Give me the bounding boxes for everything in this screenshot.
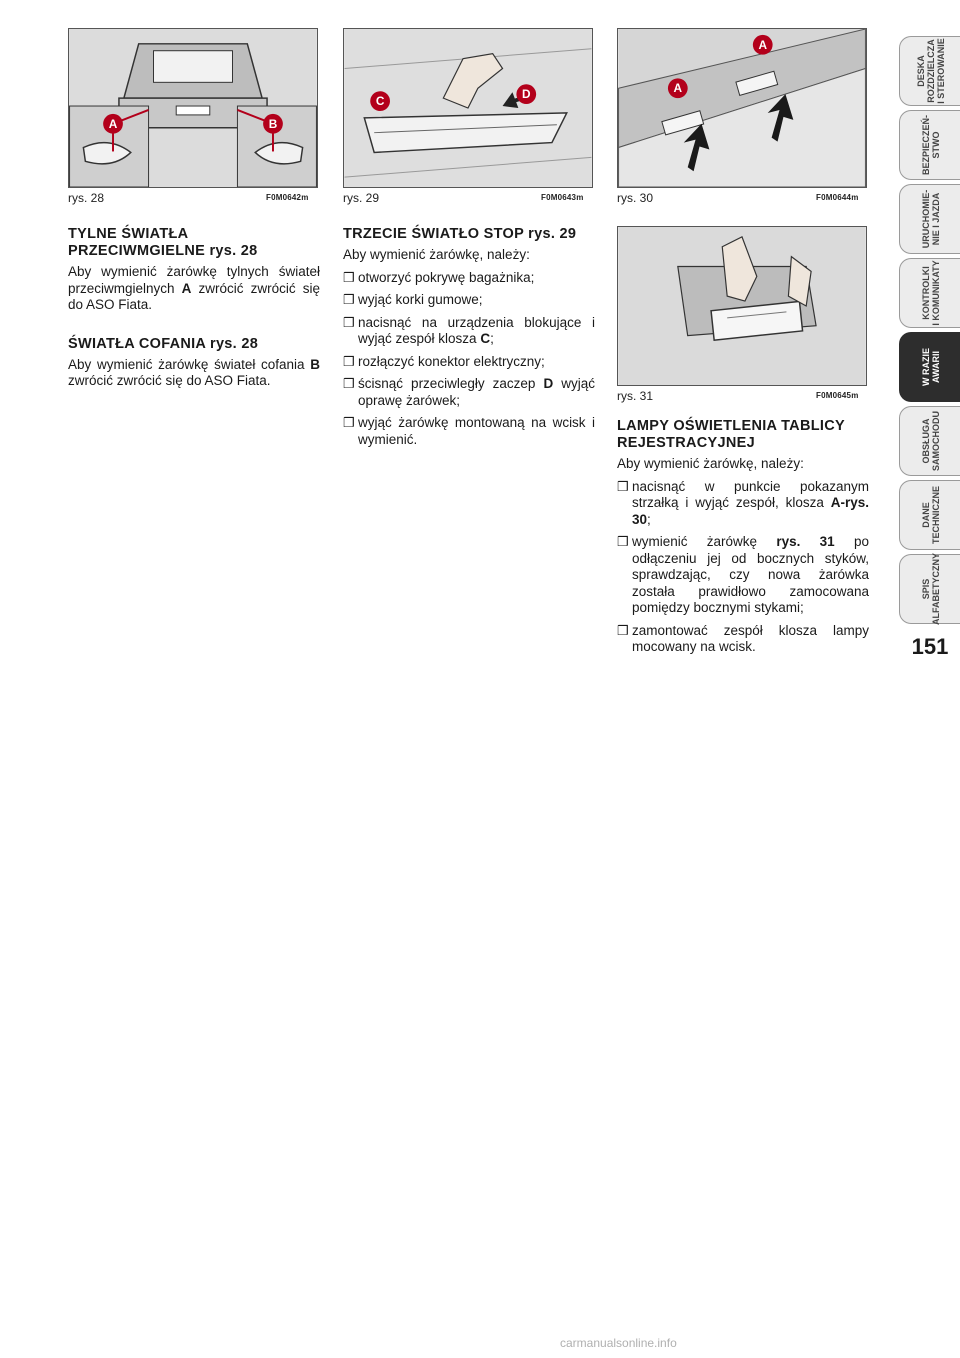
tab-spis-alfabetyczny[interactable]: SPIS ALFABETYCZNY — [899, 554, 960, 624]
list-item: ❒ nacisnąć na urządzenia blokujące i wyjąć zespół klosza C; — [343, 314, 595, 346]
heading-plate-lights: LAMPY OŚWIETLENIA TABLICY REJESTRACYJNEJ — [617, 418, 845, 451]
list-item: ❒ ścisnąć przeciwległy zaczep D wyjąć oprawę żarówek; — [343, 376, 595, 408]
paragraph: Aby wymienić żarówkę świateł cofania B zwrócić zwrócić się do ASO Fiata. — [68, 356, 320, 388]
instruction-list — [617, 479, 869, 656]
heading-reversing-lights: ŚWIATŁA COFANIA rys. 28 — [68, 335, 259, 352]
tab-dane-techniczne[interactable]: DANE TECHNICZNE — [899, 480, 960, 550]
paragraph: Aby wymienić żarówkę, należy: — [617, 456, 804, 471]
tab-w-razie-awarii[interactable]: W RAZIE AWARII — [899, 332, 960, 402]
plate-light-clip-illustration — [618, 29, 866, 187]
figure-code: F0M0642m — [266, 193, 309, 202]
tab-bezpieczenstwo[interactable]: BEZPIECZEŃ- STWO — [899, 110, 960, 180]
instruction-list — [343, 270, 595, 449]
list-item: ❒ nacisnąć w punkcie pokazanym strzałką i wyjąć zespół, klosza A-rys. 30; — [617, 478, 869, 527]
list-item: ❒ otworzyć pokrywę bagażnika; — [343, 269, 535, 285]
list-item: ❒ wymienić żarówkę rys. 31 po odłączeniu jej od bocznych styków, sprawdzając, czy nowa żarówka została prawidłowo zamocowana pomiędzy bocznymi stykami; — [617, 534, 869, 615]
tab-uruchomienie-i-jazda[interactable]: URUCHOMIE- NIE I JAZDA — [899, 184, 960, 254]
figure-rys-30 — [617, 28, 867, 188]
tab-deska-rozdzielcza[interactable]: DESKA ROZDZIELCZA I STEROWANIE — [899, 36, 960, 106]
figure-code: F0M0644m — [816, 193, 859, 202]
figure-code: F0M0645m — [816, 391, 859, 400]
heading-rear-fog-lights: TYLNE ŚWIATŁA PRZECIWMGIELNE rys. 28 — [68, 226, 258, 259]
figure-rys-29 — [343, 28, 593, 188]
section-third-brake-light — [343, 226, 595, 462]
list-item: ❒ zamontować zespół klosza lampy mocowany na wcisk. — [617, 622, 869, 654]
figure-rys-28 — [68, 28, 318, 188]
third-brake-light-illustration — [344, 29, 592, 187]
figure-code: F0M0643m — [541, 193, 584, 202]
plate-light-bulb-illustration — [618, 227, 866, 385]
figure-label: rys. 29 — [343, 191, 380, 205]
figure-label: rys. 30 — [617, 191, 654, 205]
heading-third-brake-light: TRZECIE ŚWIATŁO STOP rys. 29 — [343, 226, 577, 242]
section-rear-fog-lights — [68, 226, 320, 396]
tab-kontrolki-i-komunikaty[interactable]: KONTROLKI I KOMUNIKATY — [899, 258, 960, 328]
list-item: ❒ rozłączyć konektor elektryczny; — [343, 353, 545, 369]
rear-fog-lights-illustration — [69, 29, 317, 187]
figure-label: rys. 28 — [68, 191, 105, 205]
callout-d: D — [521, 87, 531, 102]
figure-rys-31 — [617, 226, 867, 386]
section-plate-lights — [617, 418, 869, 670]
watermark: carmanualsonline.info — [560, 1336, 677, 1350]
callout-a: A — [758, 37, 768, 52]
figure-label: rys. 31 — [617, 389, 654, 403]
callout-a: A — [673, 81, 683, 96]
paragraph: Aby wymienić żarówkę tylnych świateł przeciwmgielnych A zwrócić zwrócić się do ASO Fiata. — [68, 264, 320, 312]
page-number: 151 — [911, 634, 949, 659]
paragraph: Aby wymienić żarówkę, należy: — [343, 247, 530, 262]
callout-c: C — [375, 94, 385, 109]
callout-b: B — [268, 116, 278, 131]
list-item: ❒ wyjąć żarówkę montowaną na wcisk i wymienić. — [343, 415, 595, 447]
list-item: ❒ wyjąć korki gumowe; — [343, 292, 483, 307]
tab-obsluga-samochodu[interactable]: OBSŁUGA SAMOCHODU — [899, 406, 960, 476]
callout-a: A — [108, 116, 118, 131]
